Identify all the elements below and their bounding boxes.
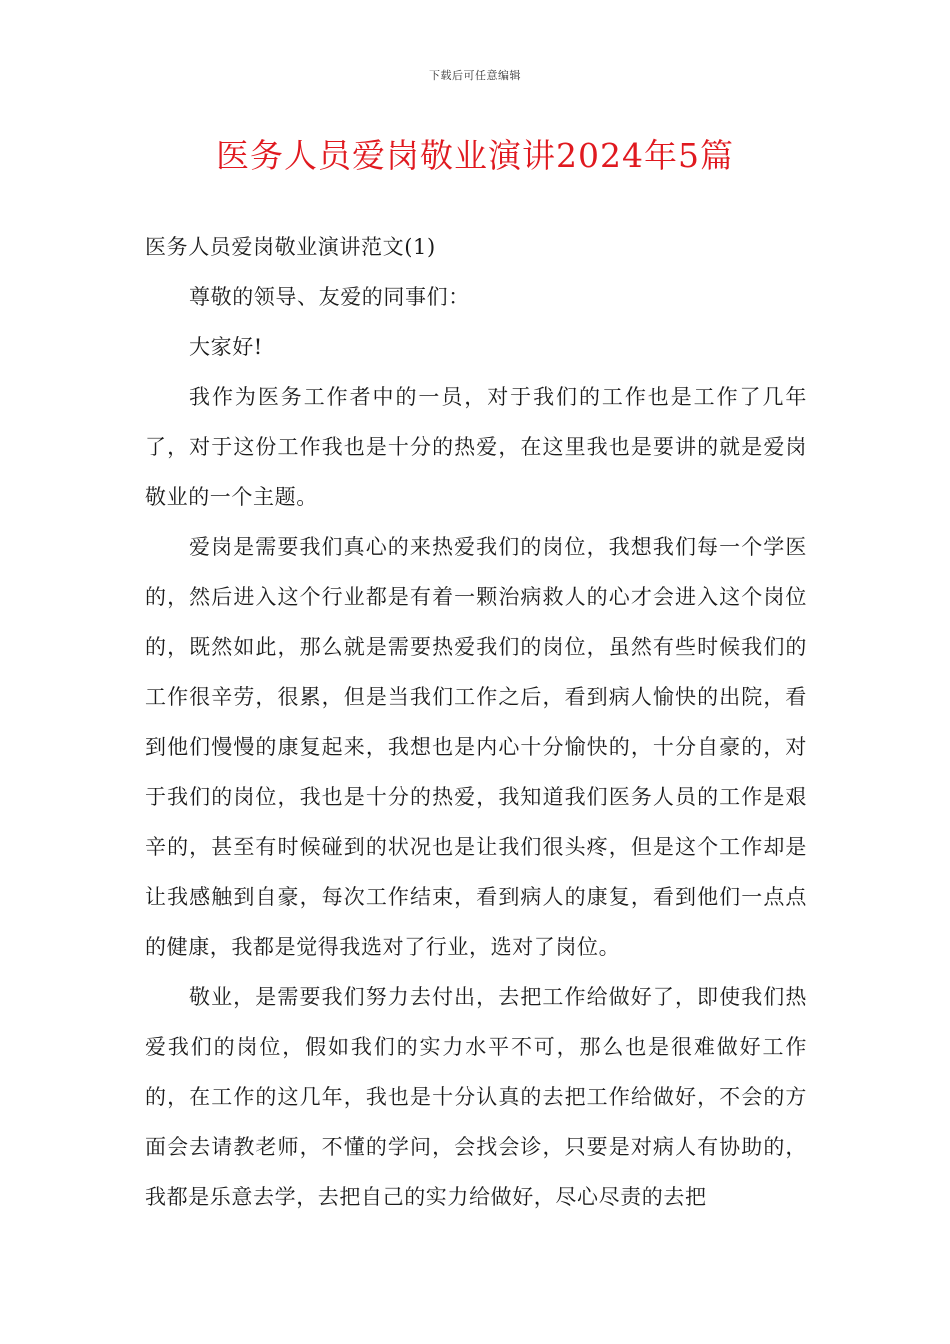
body-paragraph: 敬业，是需要我们努力去付出，去把工作给做好了，即使我们热爱我们的岗位，假如我们的实力水平不可，那么也是很难做好工作的，在工作的这几年，我也是十分认真的去把工作给做好，不会的方面会去请教老师，不懂的学问，会找会诊，只要是对病人有协助的，我都是乐意去学，去把自己的实力给做好，尽心尽责的去把 [145, 985, 807, 1209]
body-paragraph: 我作为医务工作者中的一员，对于我们的工作也是工作了几年了，对于这份工作我也是十分的热爱，在这里我也是要讲的就是爱岗敬业的一个主题。 [145, 385, 807, 509]
greeting-line: 尊敬的领导、友爱的同事们： [189, 285, 470, 309]
body-paragraph: 爱岗是需要我们真心的来热爱我们的岗位，我想我们每一个学医的，然后进入这个行业都是有着一颗治病救人的心才会进入这个岗位的，既然如此，那么就是需要热爱我们的岗位，虽然有些时候我们的工作很辛劳，很累，但是当我们工作之后，看到病人愉快的出院，看到他们慢慢的康复起来，我想也是内心十分愉快的，十分自豪的，对于我们的岗位，我也是十分的热爱，我知道我们医务人员的工作是艰辛的，甚至有时候碰到的状况也是让我们很头疼，但是这个工作却是让我感触到自豪，每次工作结束，看到病人的康复，看到他们一点点的健康，我都是觉得我选对了行业，选对了岗位。 [145, 535, 807, 959]
section-subtitle: 医务人员爱岗敬业演讲范文(1) [145, 235, 436, 259]
salutation-line: 大家好! [189, 335, 263, 359]
header-note: 下载后可任意编辑 [429, 69, 521, 82]
document-body [145, 222, 807, 1222]
document-title: 医务人员爱岗敬业演讲2024年5篇 [216, 136, 734, 175]
